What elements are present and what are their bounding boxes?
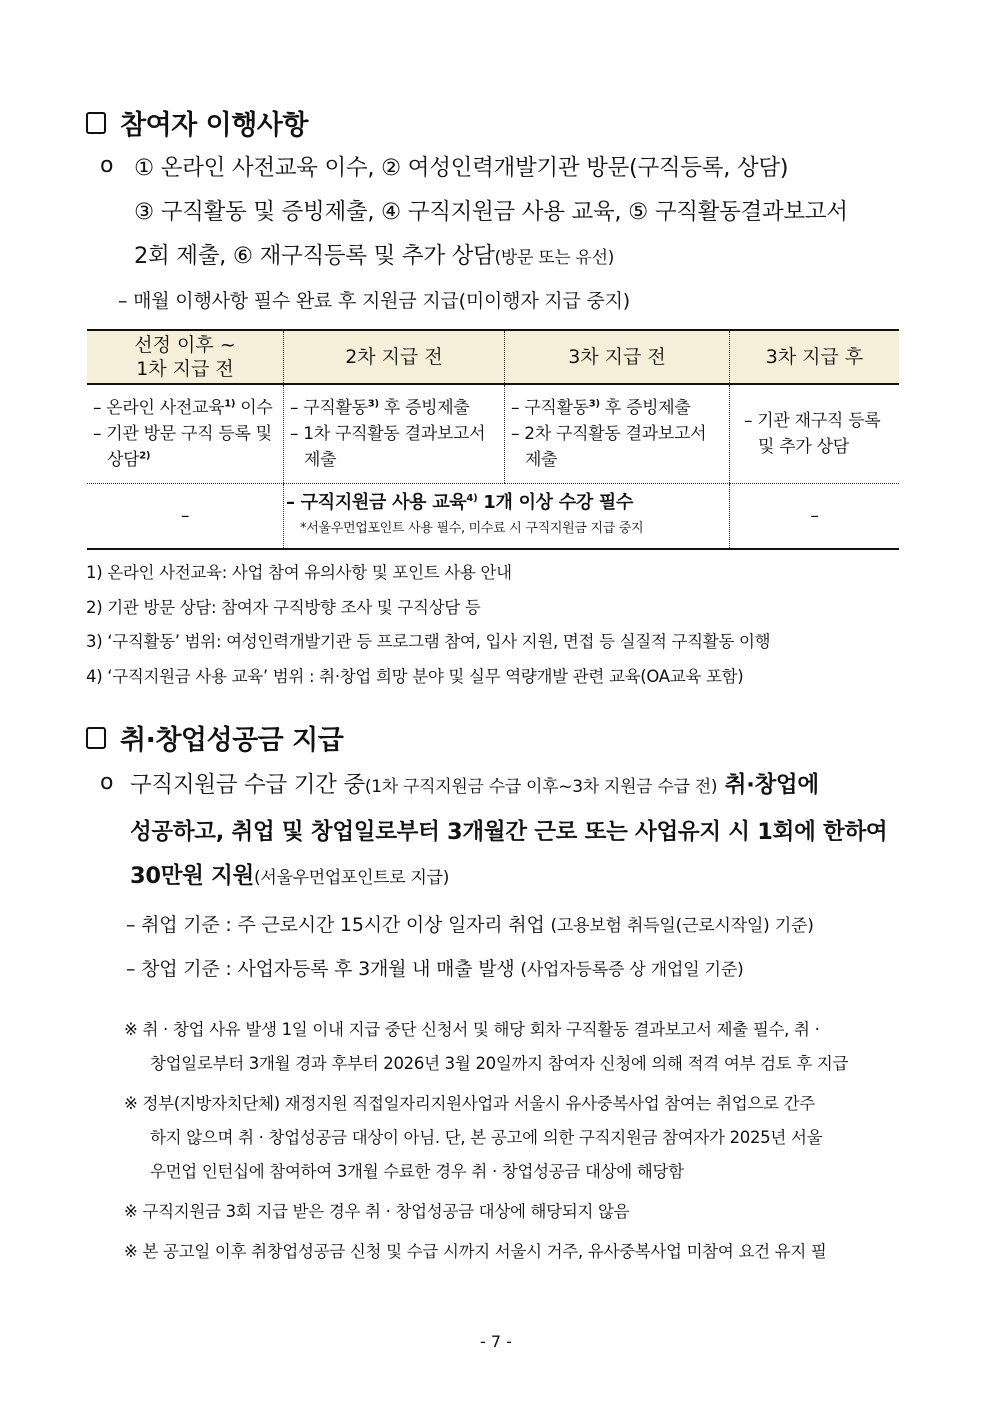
- cell-usage-education: [284, 484, 730, 550]
- bonus-line-1: [130, 767, 819, 799]
- bonus-payment-method: (서울우먼업포인트로 지급): [254, 868, 450, 888]
- obligation-line-3-main: 2회 제출, ⑥ 재구직등록 및 추가 상담: [134, 243, 495, 269]
- header-line-2: 1차 지급 전: [136, 358, 234, 380]
- bullet-marker: o: [100, 153, 114, 178]
- item-text-after: 후 증빙제출: [378, 398, 470, 418]
- obligation-line-3-note: (방문 또는 유선): [494, 248, 615, 268]
- cell-empty: –: [87, 484, 284, 550]
- bonus-line-2: 성공하고, 취업 및 창업일로부터 3개월간 근로 또는 사업유지 시 1회에 한하여: [130, 819, 888, 845]
- checkbox-square-icon: [86, 112, 106, 134]
- list-item: [511, 395, 723, 421]
- employment-criteria: [126, 910, 814, 937]
- table-header-row: [87, 330, 899, 384]
- section-title-text: 참여자 이행사항: [120, 110, 308, 141]
- bonus-line-3: [130, 858, 449, 890]
- list-item: – 1차 구직활동 결과보고서 제출: [290, 424, 486, 470]
- table-row: [87, 484, 899, 550]
- bonus-line-1-bold: 취·창업에: [717, 772, 819, 798]
- footnote-ref: 3): [367, 398, 379, 410]
- note-3: ※ 구직지원금 3회 지급 받은 경우 취 · 창업성공금 대상에 해당되지 않음: [124, 1202, 630, 1221]
- note-1-line-1: ※ 취 · 창업 사유 발생 1일 이내 지급 중단 신청서 및 해당 회차 구직활동 결과보고서 제출 필수, 취 ·: [124, 1020, 820, 1039]
- obligation-schedule-table: [87, 329, 899, 550]
- item-text: – 구직활동: [511, 398, 589, 418]
- criteria-note: (고용보험 취득일(근로시작일) 기준): [550, 916, 814, 936]
- section-title-success-bonus: [86, 718, 343, 757]
- header-line-1: 선정 이후 ~: [134, 334, 236, 356]
- note-2-line-2: 하지 않으며 취 · 창업성공금 대상이 아님. 단, 본 공고에 의한 구직지원금 참여자가 2025년 서울: [150, 1128, 823, 1147]
- checkbox-square-icon: [86, 727, 106, 749]
- cell-after-3rd: [730, 384, 900, 484]
- footnote-ref: 1): [224, 398, 236, 410]
- cell-before-3rd: [505, 384, 730, 484]
- header-before-2nd-payment: 2차 지급 전: [284, 330, 505, 384]
- bonus-line-1-main: 구직지원금 수급 기간 중: [130, 772, 365, 798]
- header-before-1st-payment: [87, 330, 284, 384]
- bonus-line-1-note: (1차 구직지원금 수급 이후~3차 지원금 수급 전): [364, 777, 718, 797]
- footnote-4: 4) ‘구직지원금 사용 교육’ 범위 : 취·창업 희망 분야 및 실무 역량개발 관련 교육(OA교육 포함): [86, 667, 744, 686]
- note-2-line-3: 우먼업 인턴십에 참여하여 3개월 수료한 경우 취 · 창업성공금 대상에 해당함: [150, 1162, 684, 1181]
- footnote-ref: 4): [466, 493, 478, 504]
- item-text-after: 이수: [235, 398, 273, 418]
- list-item: [93, 395, 277, 421]
- note-4: ※ 본 공고일 이후 취창업성공금 신청 및 수급 시까지 서울시 거주, 유사중복사업 미참여 요건 유지 필: [124, 1242, 827, 1261]
- bonus-amount: 30만원 지원: [130, 863, 254, 889]
- header-after-3rd-payment: 3차 지급 후: [730, 330, 900, 384]
- obligation-line-1: ① 온라인 사전교육 이수, ② 여성인력개발기관 방문(구직등록, 상담): [134, 155, 789, 181]
- footnote-3: 3) ‘구직활동’ 범위: 여성인력개발기관 등 프로그램 참여, 입사 지원, 면접 등 실질적 구직활동 이행: [86, 632, 771, 651]
- criteria-main: – 창업 기준 : 사업자등록 후 3개월 내 매출 발생: [126, 958, 521, 980]
- obligation-line-3: [134, 238, 614, 270]
- obligation-line-2: ③ 구직활동 및 증빙제출, ④ 구직지원금 사용 교육, ⑤ 구직활동결과보고서: [134, 199, 848, 225]
- item-text: – 기관 방문 구직 등록 및 상담: [93, 424, 272, 470]
- page-number: - 7 -: [480, 1332, 512, 1351]
- header-before-3rd-payment: 3차 지급 전: [505, 330, 730, 384]
- item-text-after: 후 증빙제출: [599, 398, 691, 418]
- note-1-line-2: 창업일로부터 3개월 경과 후부터 2026년 3월 20일까지 참여자 신청에 의해 적격 여부 검토 후 지급: [150, 1054, 849, 1073]
- edu-text-suffix: 1개 이상 수강 필수: [477, 492, 634, 513]
- bullet-marker: o: [100, 770, 114, 795]
- note-2-line-1: ※ 정부(지방자치단체) 재정지원 직접일자리지원사업과 서울시 유사중복사업 참여는 취업으로 간주: [124, 1094, 815, 1113]
- footnote-2: 2) 기관 방문 상담: 참여자 구직방향 조사 및 구직상담 등: [86, 598, 481, 617]
- cell-before-1st: [87, 384, 284, 484]
- footnote-1: 1) 온라인 사전교육: 사업 참여 유의사항 및 포인트 사용 안내: [86, 563, 512, 582]
- section-title-participant-obligations: [86, 103, 308, 142]
- footnote-ref: 2): [139, 450, 151, 462]
- list-item: [290, 395, 498, 421]
- cell-before-2nd: [284, 384, 505, 484]
- list-item: [93, 421, 277, 473]
- list-item: – 기관 재구직 등록 및 추가 상담: [744, 411, 881, 457]
- usage-education-requirement: [286, 490, 723, 516]
- table-row: [87, 384, 899, 484]
- monthly-payment-note: – 매월 이행사항 필수 완료 후 지원금 지급(미이행자 지급 중지): [118, 290, 630, 312]
- cell-empty: –: [730, 484, 900, 550]
- criteria-note: (사업자등록증 상 개업일 기준): [520, 960, 744, 980]
- section-title-text: 취·창업성공금 지급: [120, 725, 344, 756]
- list-item: – 2차 구직활동 결과보고서 제출: [511, 424, 707, 470]
- footnote-ref: 3): [588, 398, 600, 410]
- criteria-main: – 취업 기준 : 주 근로시간 15시간 이상 일자리 취업: [126, 914, 551, 936]
- usage-education-note: *서울우먼업포인트 사용 필수, 미수료 시 구직지원금 지급 중지: [300, 521, 644, 536]
- item-text: – 구직활동: [290, 398, 368, 418]
- startup-criteria: [126, 954, 744, 981]
- edu-text: – 구직지원금 사용 교육: [286, 492, 467, 513]
- item-text: – 온라인 사전교육: [93, 398, 225, 418]
